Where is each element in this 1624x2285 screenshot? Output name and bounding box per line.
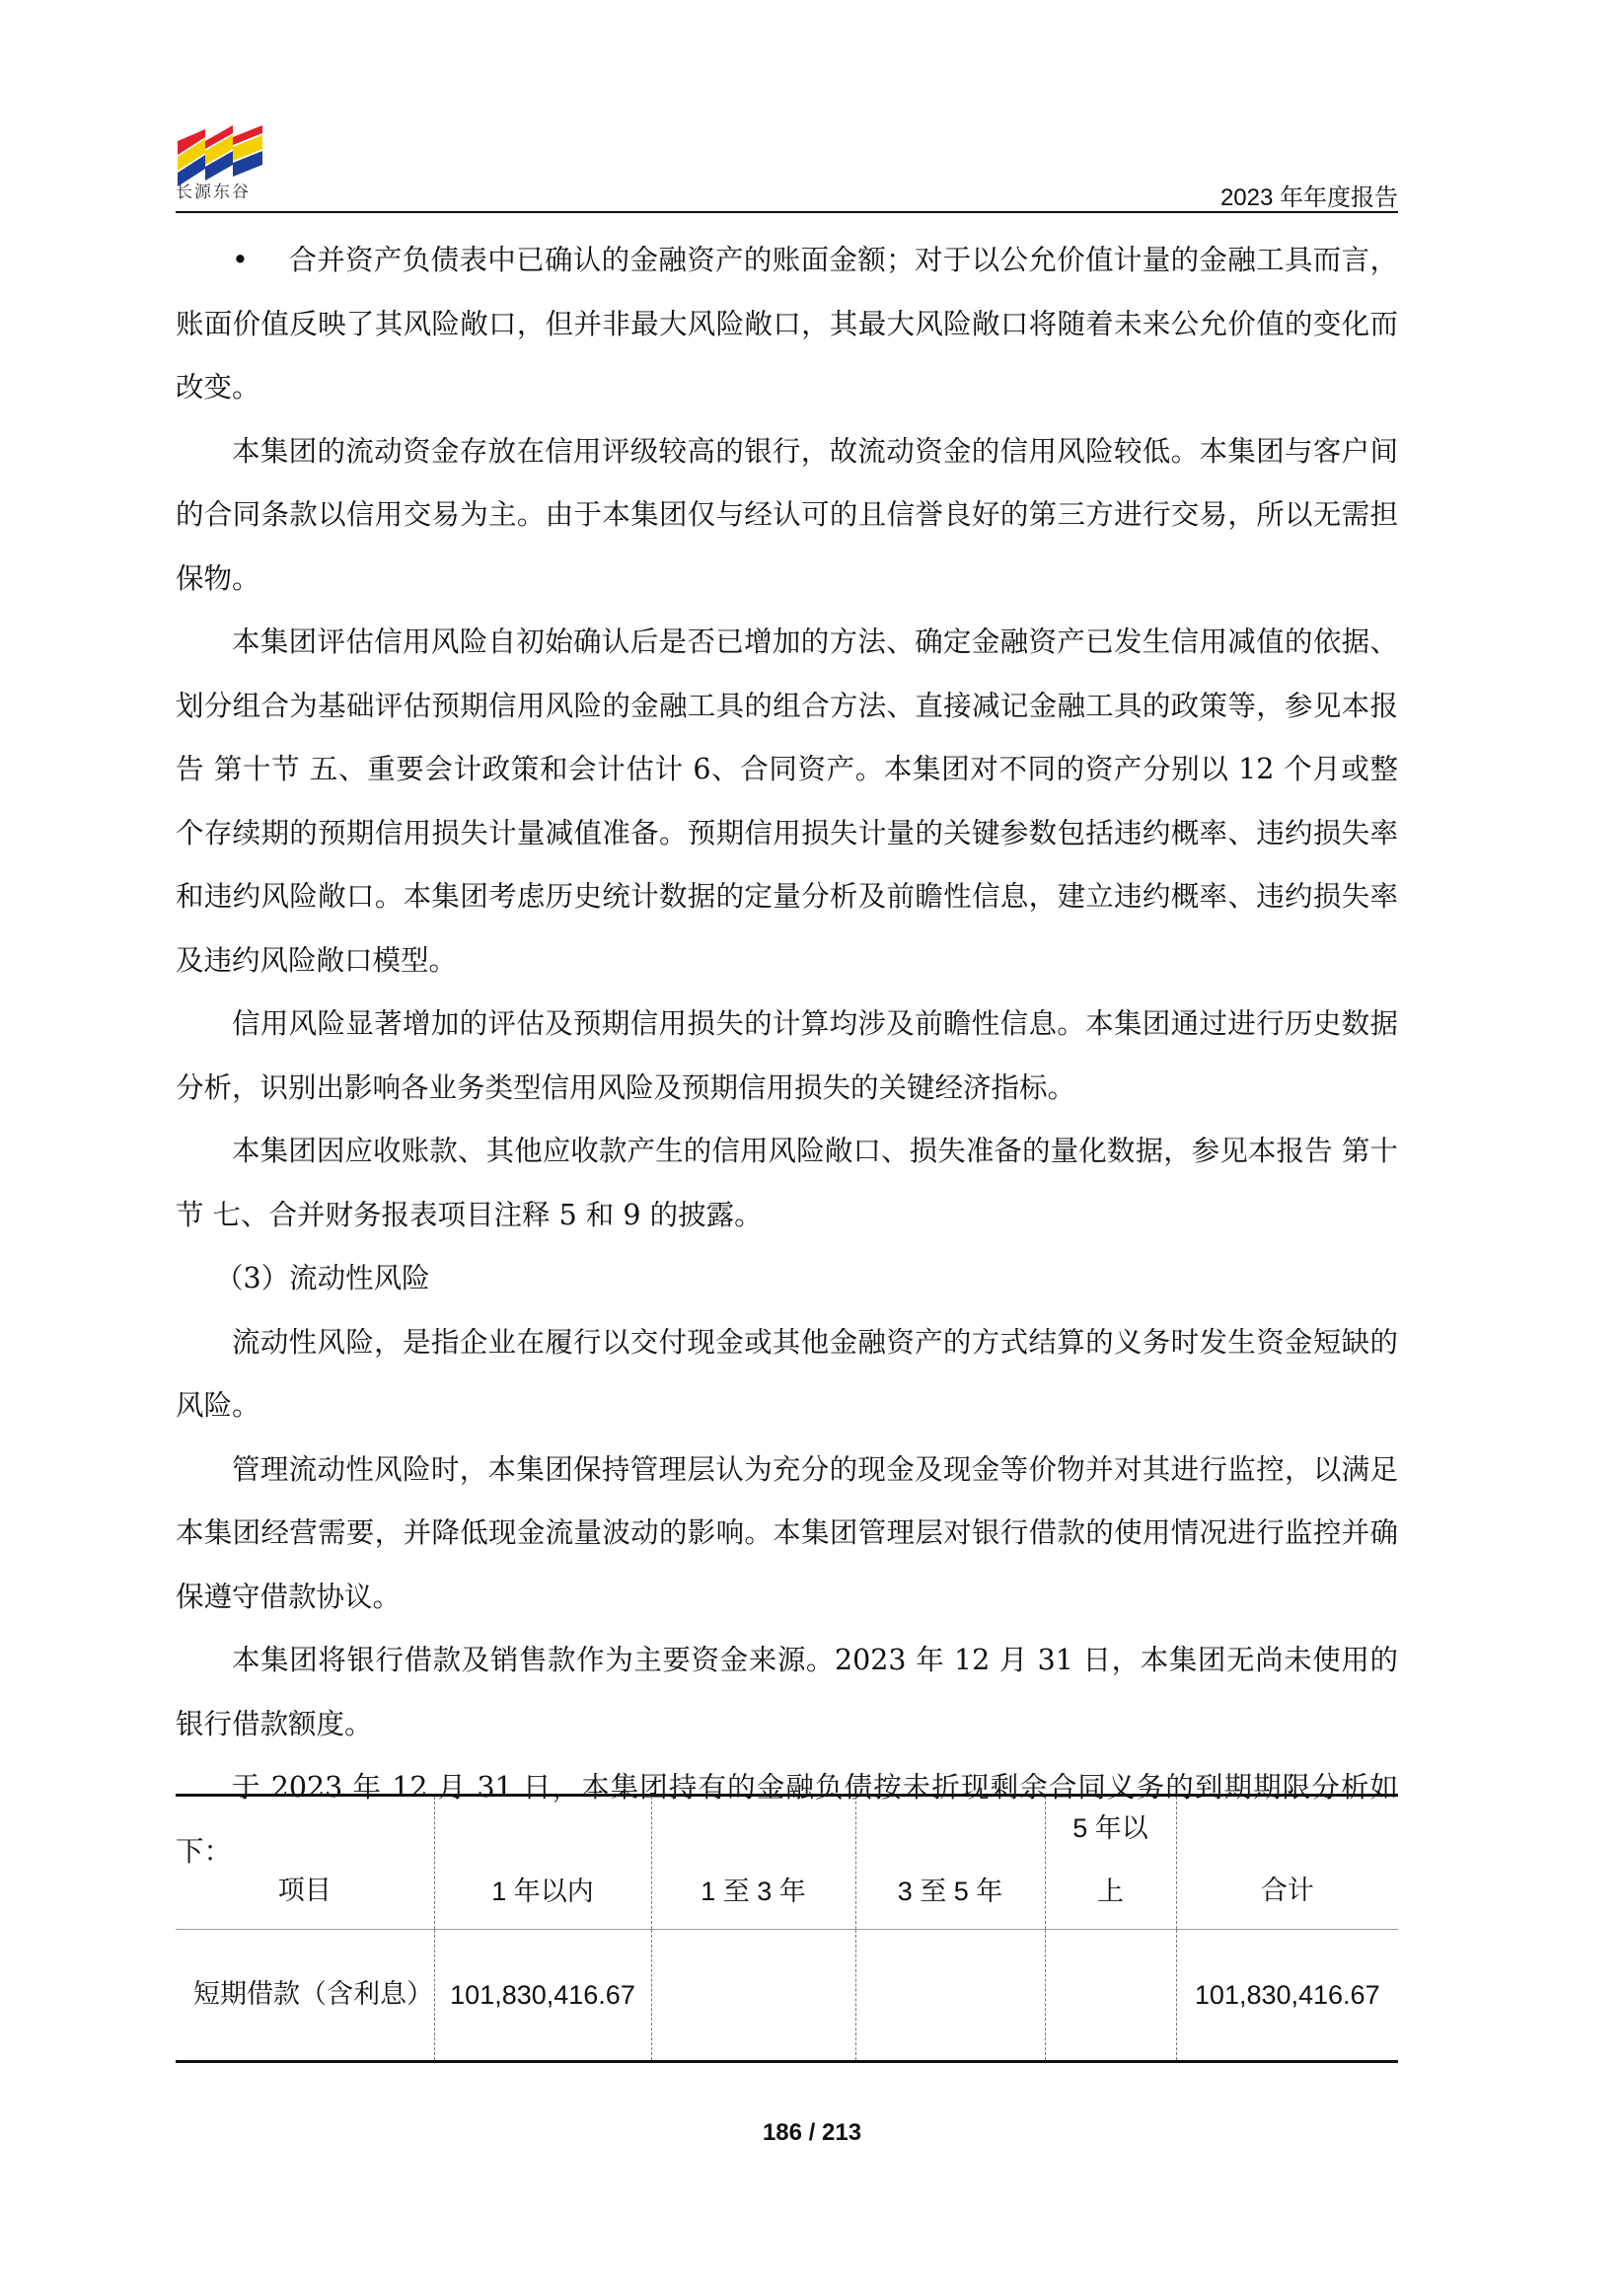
col-header-total: 合计 <box>1176 1796 1398 1930</box>
paragraph: 本集团的流动资金存放在信用评级较高的银行，故流动资金的信用风险较低。本集团与客户间的合同条款以信用交易为主。由于本集团仅与经认可的且信誉良好的第三方进行交易，所以无需担保物。 <box>176 434 1398 595</box>
col-header-1-3y: 1 至 3 年 <box>651 1796 855 1930</box>
paragraph: 流动性风险，是指企业在履行以交付现金或其他金融资产的方式结算的义务时发生资金短缺的风险。 <box>176 1325 1398 1422</box>
col-header-over-5y: 5 年以上 <box>1045 1796 1176 1930</box>
cell-3-5y <box>855 1930 1045 2062</box>
section-heading: （3）流动性风险 <box>215 1262 430 1294</box>
cell-within-1y: 101,830,416.67 <box>434 1930 651 2062</box>
header-divider <box>176 211 1398 213</box>
table-header-row <box>176 1796 1398 1930</box>
report-title: 2023 年年度报告 <box>1219 184 1398 211</box>
paragraph: 本集团因应收账款、其他应收款产生的信用风险敞口、损失准备的量化数据，参见本报告 第十节 七、合并财务报表项目注释 5 和 9 的披露。 <box>176 1135 1398 1231</box>
paragraph-bullet <box>176 229 1398 420</box>
cell-total: 101,830,416.67 <box>1176 1930 1398 2062</box>
col-header-item: 项目 <box>176 1796 434 1930</box>
maturity-table <box>176 1794 1398 2063</box>
body-text <box>176 229 1398 1883</box>
paragraph: 信用风险显著增加的评估及预期信用损失的计算均涉及前瞻性信息。本集团通过进行历史数据分析，识别出影响各业务类型信用风险及预期信用损失的关键经济指标。 <box>176 1007 1398 1104</box>
paragraph: 本集团将银行借款及销售款作为主要资金来源。2023 年 12 月 31 日，本集团无尚未使用的银行借款额度。 <box>176 1644 1398 1740</box>
cell-item: 短期借款（含利息） <box>176 1930 434 2062</box>
cell-1-3y <box>651 1930 855 2062</box>
bullet-icon: • <box>232 244 249 276</box>
col-header-within-1y: 1 年以内 <box>434 1796 651 1930</box>
cell-over-5y <box>1045 1930 1176 2062</box>
paragraph: 本集团评估信用风险自初始确认后是否已增加的方法、确定金融资产已发生信用减值的依据、划分组合为基础评估预期信用风险的金融工具的组合方法、直接减记金融工具的政策等，参见本报告 第十节 五、重要会计政策和会计估计 6、合同资产。本集团对不同的资产分别以 12 个月或整个存续期的预期信用损失计量减值准备。预期信用损失计量的关键参数包括违约概率、违约损失率和违约风险敞口。本集团考虑历史统计数据的定量分析及前瞻性信息，建立违约概率、违约损失率及违约风险敞口模型。 <box>176 626 1398 977</box>
paragraph: 于 2023 年 12 月 31 日，本集团持有的金融负债按未折现剩余合同义务的到期期限分析如下： <box>176 1771 1398 1868</box>
page-number: 186 / 213 <box>762 2119 862 2146</box>
paragraph-text: 合并资产负债表中已确认的金融资产的账面金额；对于以公允价值计量的金融工具而言，账面价值反映了其风险敞口，但并非最大风险敞口，其最大风险敞口将随着未来公允价值的变化而改变。 <box>176 244 1398 404</box>
col-header-3-5y: 3 至 5 年 <box>855 1796 1045 1930</box>
paragraph: 管理流动性风险时，本集团保持管理层认为充分的现金及现金等价物并对其进行监控，以满足本集团经营需要，并降低现金流量波动的影响。本集团管理层对银行借款的使用情况进行监控并确保遵守借款协议。 <box>176 1452 1398 1613</box>
table-row <box>176 1930 1398 2062</box>
logo-caption: 长源东谷 <box>176 183 251 202</box>
